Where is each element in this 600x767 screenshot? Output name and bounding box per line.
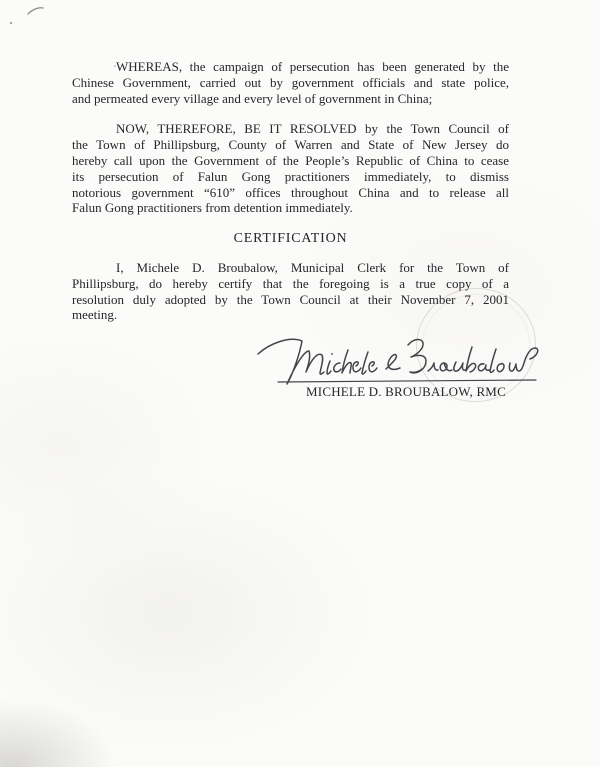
- signature-typed-name: MICHELE D. BROUBALOW, RMC: [306, 384, 506, 399]
- text-line: I, Michele D. Broubalow, Municipal Clerk for the Town of: [116, 259, 509, 275]
- text-line: hereby call upon the Government of the People’s Republic of China to cease: [72, 152, 509, 168]
- text-line: its persecution of Falun Gong practitioners immediately, to dismiss: [72, 168, 509, 184]
- text-line: and permeated every village and every level of government in China;: [72, 90, 433, 106]
- text-line: NOW, THEREFORE, BE IT RESOLVED by the Town Council of: [116, 121, 509, 137]
- text-line: Phillipsburg, do hereby certify that the foregoing is a true copy of a: [72, 275, 509, 291]
- document-text: [72, 59, 509, 338]
- signature-underline: [278, 380, 536, 382]
- text-line: notorious government “610” offices throughout China and to release all: [72, 184, 509, 200]
- text-line: Falun Gong practitioners from detention immediately.: [72, 200, 353, 216]
- signature-script-icon: [256, 330, 544, 388]
- pen-mark: [2, 2, 58, 30]
- whereas-paragraph: [72, 59, 509, 106]
- certification-paragraph: [72, 260, 509, 323]
- signature-block: [256, 330, 544, 400]
- resolved-paragraph: [72, 121, 509, 216]
- text-line: meeting.: [72, 307, 118, 323]
- text-line: resolution duly adopted by the Town Council at their November 7, 2001: [72, 291, 509, 307]
- text-line: WHEREAS, the campaign of persecution has been generated by the: [116, 59, 509, 74]
- text-line: Chinese Government, carried out by government officials and state police,: [72, 74, 509, 90]
- certification-heading: CERTIFICATION: [233, 231, 348, 247]
- text-line: the Town of Phillipsburg, County of Warren and State of New Jersey do: [72, 137, 509, 153]
